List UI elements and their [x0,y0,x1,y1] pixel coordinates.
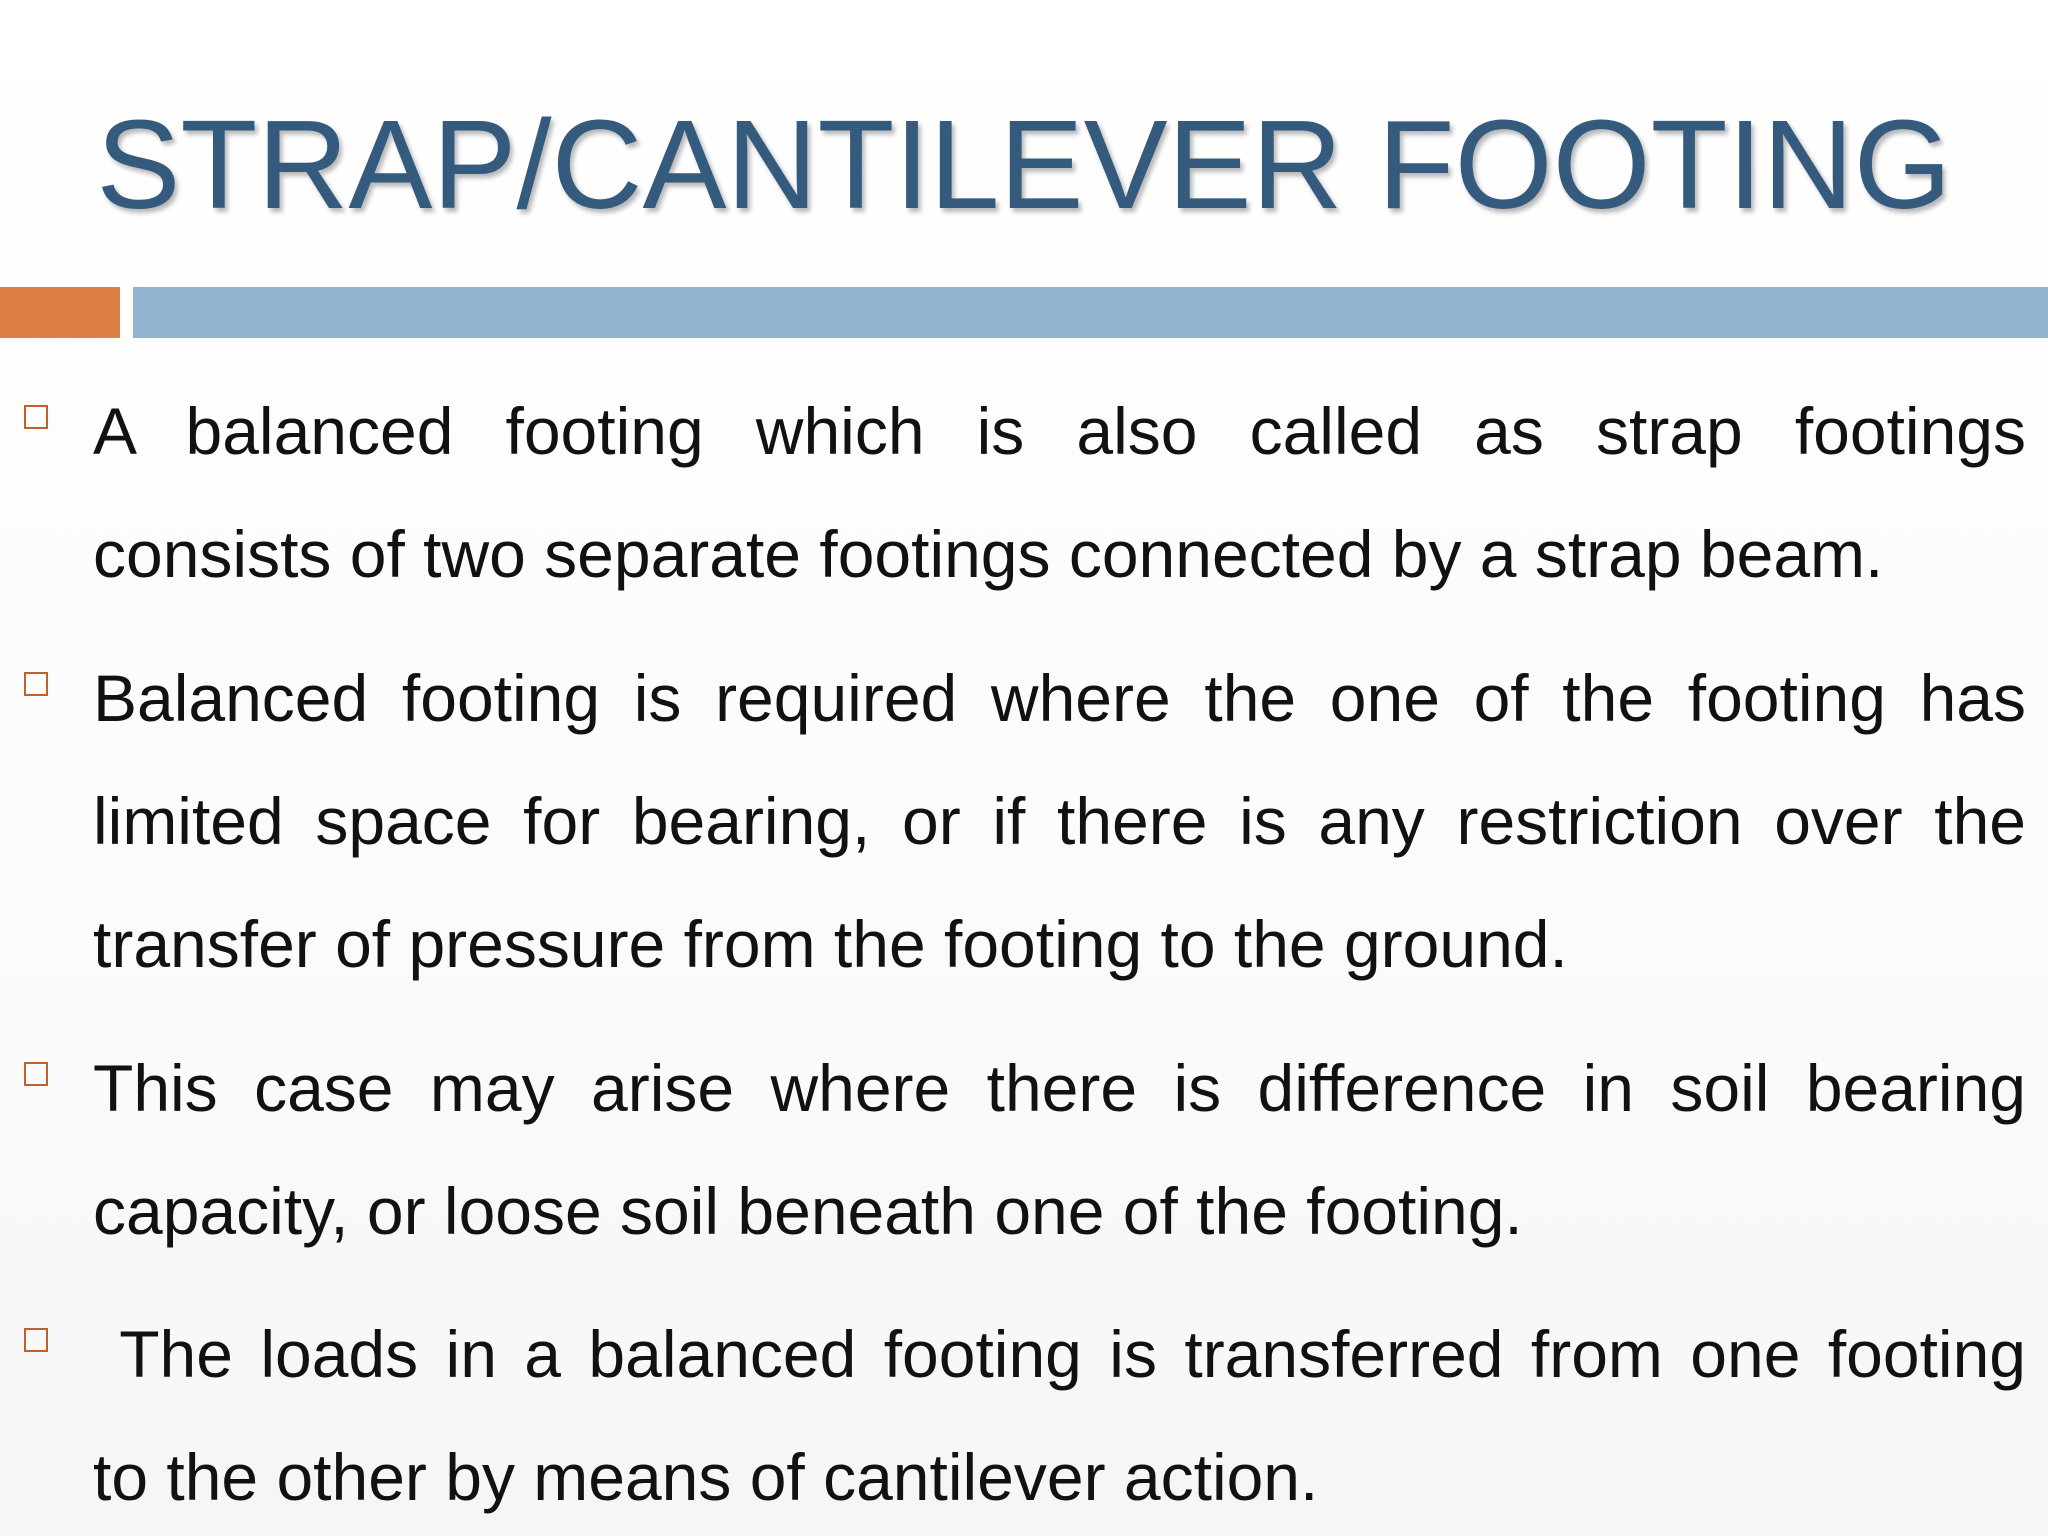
bullet-line: capacity, or loose soil beneath one of the footing. [93,1174,1523,1248]
accent-bar [0,287,120,338]
bullet-line: limited space for bearing, or if there is any restriction over the [93,784,2026,858]
slide-title: STRAP/CANTILEVER FOOTING [96,94,1952,235]
bullet-line: transfer of pressure from the footing to the ground. [93,907,1568,981]
bullet-line: A balanced footing which is also called as strap footings [93,394,2026,468]
bullet-text [93,370,2026,616]
bullet-line: to the other by means of cantilever action. [93,1440,1319,1514]
hollow-square-bullet-icon [24,1062,48,1086]
bullet-text [93,637,2026,1006]
hollow-square-bullet-icon [24,1328,48,1352]
bullet-line: consists of two separate footings connected by a strap beam. [93,517,1884,591]
bullet-text [93,1293,2026,1539]
hollow-square-bullet-icon [24,405,48,429]
bullet-text [93,1027,2026,1273]
bullet-line: Balanced footing is required where the one of the footing has [93,661,2026,735]
hollow-square-bullet-icon [24,672,48,696]
bullet-line: This case may arise where there is difference in soil bearing [93,1051,2026,1125]
bullet-line: The loads in a balanced footing is transferred from one footing [93,1317,2026,1391]
title-underline-bar [133,287,2048,338]
